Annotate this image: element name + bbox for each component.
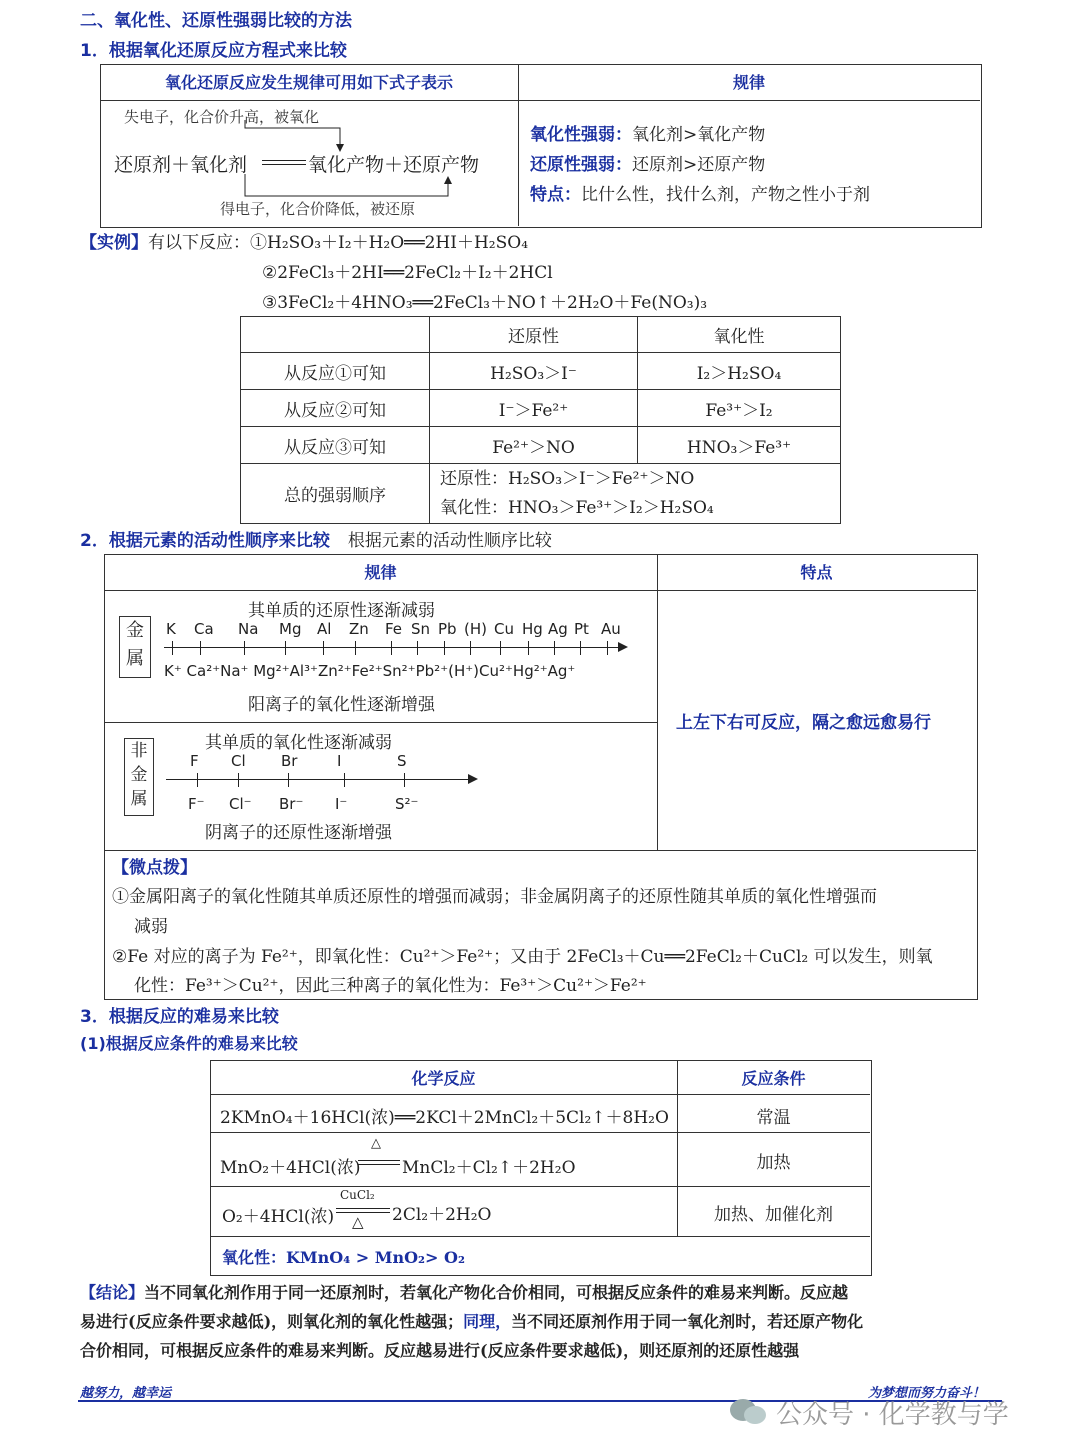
metal-element: Ca xyxy=(194,620,214,638)
rule-reduction: 还原性强弱：还原剂>还原产物 xyxy=(530,155,766,175)
reaction-3-left: O₂＋4HCl(浓) xyxy=(222,1207,335,1227)
footer-right: 为梦想而努力奋斗！ xyxy=(868,1386,986,1401)
axis-tick xyxy=(200,641,201,655)
example-eq2: ②2FeCl₃＋2HI══2FeCl₂＋I₂＋2HCl xyxy=(262,263,553,283)
reaction-1-condition: 常温 xyxy=(756,1108,791,1128)
metal-element: Cu xyxy=(494,620,514,638)
subsection-3-1-title: (1)根据反应条件的难易来比较 xyxy=(80,1034,298,1053)
axis-tick xyxy=(528,641,529,655)
nonmetal-label: 非金属 xyxy=(124,738,154,816)
reaction-3-condition: 加热、加催化剂 xyxy=(714,1205,833,1225)
metal-element: Pt xyxy=(574,620,589,638)
table-row: 从反应①可知 H₂SO₃＞I⁻ I₂＞H₂SO₄ xyxy=(241,353,841,390)
example-eq3: ③3FeCl₂＋4HNO₃══2FeCl₃＋NO↑＋2H₂O＋Fe(NO₃)₃ xyxy=(262,293,708,313)
table-row: 从反应③可知 Fe²⁺＞NO HNO₃＞Fe³⁺ xyxy=(241,427,841,464)
subsection-2-title: 2．根据元素的活动性顺序来比较 根据元素的活动性顺序比较 xyxy=(80,531,552,551)
metal-bottom-text: 阳离子的氧化性逐渐增强 xyxy=(248,695,435,715)
col-reduction: 还原性 xyxy=(430,317,638,353)
metal-element: Al xyxy=(317,620,332,638)
table3-header-rule: 规律 xyxy=(364,563,397,582)
nonmetal-top-text: 其单质的氧化性逐渐减弱 xyxy=(205,733,392,753)
metal-element: Hg xyxy=(522,620,543,638)
table1-header-right: 规律 xyxy=(732,73,765,92)
reaction-2-left: MnO₂＋4HCl(浓) xyxy=(220,1158,361,1178)
nonmetal-element: Cl xyxy=(231,752,246,770)
watermark: 公众号 · 化学教与学 xyxy=(776,1400,1009,1430)
conclusion-line-3: 合价相同，可根据反应条件的难易来判断。反应越易进行(反应条件要求越低)，则还原剂的还原性越强 xyxy=(80,1341,800,1360)
feature-text: 上左下右可反应，隔之愈远愈易行 xyxy=(676,713,931,733)
axis-tick xyxy=(391,641,392,655)
nonmetal-ion: S²⁻ xyxy=(395,795,419,813)
metal-ions: K⁺ Ca²⁺Na⁺ Mg²⁺Al³⁺Zn²⁺Fe²⁺Sn²⁺Pb²⁺(H⁺)Cu²⁺Hg²⁺Ag⁺ xyxy=(164,662,576,680)
axis-tick xyxy=(580,641,581,655)
catalyst-label: CuCl₂ xyxy=(340,1188,375,1202)
wechat-icon xyxy=(728,1396,768,1426)
axis-tick xyxy=(197,773,198,787)
nonmetal-ion: I⁻ xyxy=(335,795,348,813)
axis-tick xyxy=(607,641,608,655)
nonmetal-ion: F⁻ xyxy=(188,795,205,813)
strength-table xyxy=(240,316,841,524)
tip-1a: ①金属阳离子的氧化性随其单质还原性的增强而减弱；非金属阴离子的还原性随其单质的氧化性增强而 xyxy=(112,887,877,907)
metal-element: Pb xyxy=(438,620,457,638)
footer-left: 越努力，越幸运 xyxy=(80,1386,172,1401)
axis-tick xyxy=(288,773,289,787)
axis-tick xyxy=(444,641,445,655)
tip-1b: 减弱 xyxy=(134,917,168,937)
axis-tick xyxy=(344,773,345,787)
metal-element: Ag xyxy=(548,620,568,638)
table4-header-condition: 反应条件 xyxy=(741,1069,806,1088)
oxidation-summary: 氧化性：KMnO₄ > MnO₂> O₂ xyxy=(222,1248,465,1267)
axis-tick xyxy=(244,641,245,655)
metal-element: Mg xyxy=(279,620,302,638)
axis-tick xyxy=(238,773,239,787)
subsection-3-title: 3．根据反应的难易来比较 xyxy=(80,1007,279,1027)
subsection-1-title: 1．根据氧化还原反应方程式来比较 xyxy=(80,41,347,61)
axis-tick xyxy=(285,641,286,655)
reaction-1: 2KMnO₄＋16HCl(浓)══2KCl＋2MnCl₂＋5Cl₂↑＋8H₂O xyxy=(220,1108,669,1128)
tip-2a: ②Fe 对应的离子为 Fe²⁺，即氧化性：Cu²⁺＞Fe²⁺；又由于 2FeCl₃＋Cu══2FeCl₂＋CuCl₂ 可以发生，则氧 xyxy=(112,947,933,967)
metal-element: K xyxy=(166,620,176,638)
tip-2b: 化性：Fe³⁺＞Cu²⁺，因此三种离子的氧化性为：Fe³⁺＞Cu²⁺＞Fe²⁺ xyxy=(134,976,647,996)
nonmetal-axis xyxy=(166,779,472,780)
conclusion-line-1: 【结论】当不同氧化剂作用于同一还原剂时，若氧化产物化合价相同，可根据反应条件的难易来判断。反应越 xyxy=(80,1283,849,1302)
metal-element: (H) xyxy=(464,620,487,638)
metal-element: Au xyxy=(601,620,621,638)
rule-feature: 特点：比什么性，找什么剂，产物之性小于剂 xyxy=(530,185,870,205)
metal-element: Fe xyxy=(385,620,403,638)
reaction-3-right: 2Cl₂＋2H₂O xyxy=(392,1205,492,1225)
reaction-2-right: MnCl₂＋Cl₂↑＋2H₂O xyxy=(402,1158,576,1178)
metal-element: Zn xyxy=(349,620,369,638)
nonmetal-element: Br xyxy=(281,752,298,770)
nonmetal-element: I xyxy=(337,752,342,770)
axis-tick xyxy=(470,641,471,655)
table1-header-left: 氧化还原反应发生规律可用如下式子表示 xyxy=(164,73,453,92)
tip-label: 【微点拨】 xyxy=(112,858,197,878)
reaction-2-condition: 加热 xyxy=(756,1153,791,1173)
axis-tick xyxy=(323,641,324,655)
table-row-total: 总的强弱顺序 还原性：H₂SO₃＞I⁻＞Fe²⁺＞NO 氧化性：HNO₃＞Fe³⁺＞I₂＞H₂SO₄ xyxy=(241,464,841,524)
equation-right: 氧化产物＋还原产物 xyxy=(308,154,480,176)
axis-tick xyxy=(404,773,405,787)
metal-elements xyxy=(164,620,624,640)
equation-left: 还原剂＋氧化剂 xyxy=(114,154,248,176)
col-oxidation: 氧化性 xyxy=(638,317,841,353)
metal-element: Na xyxy=(238,620,259,638)
table-row: 从反应②可知 I⁻＞Fe²⁺ Fe³⁺＞I₂ xyxy=(241,390,841,427)
nonmetal-element: S xyxy=(397,752,407,770)
section-title: 二、氧化性、还原性强弱比较的方法 xyxy=(80,11,352,31)
axis-tick xyxy=(500,641,501,655)
axis-tick xyxy=(417,641,418,655)
metal-element: Sn xyxy=(411,620,431,638)
heat-icon: △ xyxy=(371,1136,381,1151)
axis-tick xyxy=(554,641,555,655)
metal-label: 金属 xyxy=(119,616,151,678)
lose-electron-label: 失电子，化合价升高，被氧化 xyxy=(124,108,320,126)
table4-header-reaction: 化学反应 xyxy=(411,1069,476,1088)
table3-header-feature: 特点 xyxy=(800,563,833,582)
axis-tick xyxy=(355,641,356,655)
conclusion-line-2: 易进行(反应条件要求越低)，则氧化剂的氧化性越强；同理，当不同还原剂作用于同一氧化剂时，若还原产物化 xyxy=(80,1312,864,1331)
example-intro: 【实例】有以下反应：①H₂SO₃＋I₂＋H₂O══2HI＋H₂SO₄ xyxy=(80,233,529,253)
nonmetal-element: F xyxy=(190,752,199,770)
heat-icon-2: △ xyxy=(352,1213,364,1231)
nonmetal-ion: Br⁻ xyxy=(279,795,304,813)
metal-top-text: 其单质的还原性逐渐减弱 xyxy=(248,601,435,621)
rule-oxidation: 氧化性强弱：氧化剂>氧化产物 xyxy=(530,125,766,145)
nonmetal-ion: Cl⁻ xyxy=(229,795,252,813)
axis-tick xyxy=(172,641,173,655)
nonmetal-bottom-text: 阴离子的还原性逐渐增强 xyxy=(205,823,392,843)
gain-electron-label: 得电子，化合价降低，被还原 xyxy=(220,200,416,218)
